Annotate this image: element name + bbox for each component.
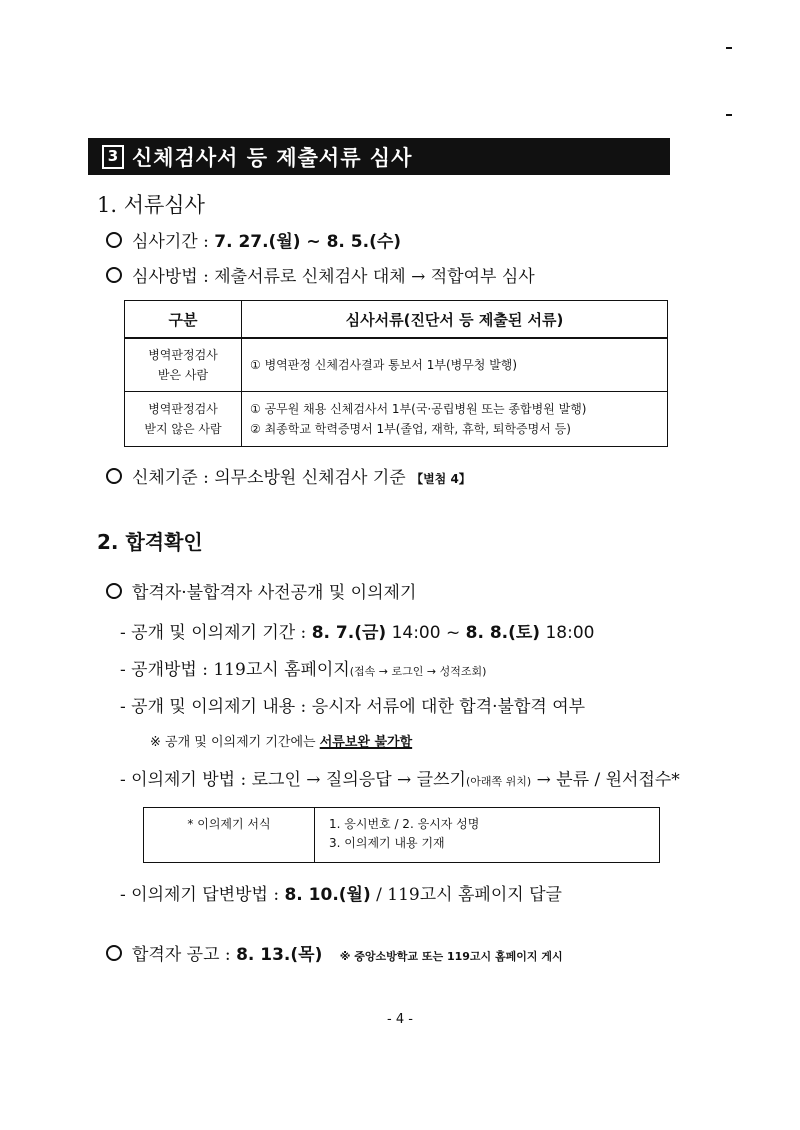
disclosure-method: - 공개방법 : 119고시 홈페이지(접속 → 로그인 → 성적조회) — [120, 660, 487, 680]
review-documents-table — [124, 300, 668, 447]
page-number: - 4 - — [387, 1012, 413, 1027]
appeal-form-label: * 이의제기 서식 — [144, 808, 315, 863]
bullet-circle-icon — [106, 583, 122, 599]
appeal-form-fields: 1. 응시번호 / 2. 응시자 성명 3. 이의제기 내용 기재 — [315, 808, 660, 863]
disclosure-content: - 공개 및 이의제기 내용 : 응시자 서류에 대한 합격·불합격 여부 — [120, 697, 586, 717]
table-row — [125, 392, 668, 447]
table-row — [125, 338, 668, 392]
section-number: 3 — [102, 145, 124, 169]
appeal-form-table — [143, 807, 660, 863]
note-emphasis: 서류보완 불가함 — [319, 735, 413, 750]
review-heading: 1. 서류심사 — [97, 193, 205, 217]
table-header-category: 구분 — [125, 301, 242, 339]
appeal-reply: - 이의제기 답변방법 : 8. 10.(월) / 119고시 홈페이지 답글 — [120, 885, 562, 905]
bullet-circle-icon — [106, 468, 122, 484]
section-header — [88, 138, 670, 175]
disclosure-note: ※ 공개 및 이의제기 기간에는 서류보완 불가함 — [150, 735, 413, 750]
disclosure-period: - 공개 및 이의제기 기간 : 8. 7.(금) 14:00 ~ 8. 8.(토) 18:00 — [120, 623, 595, 643]
standard-reference: 【별첨 4】 — [411, 472, 471, 486]
review-standard: 신체기준 : 의무소방원 신체검사 기준 【별첨 4】 — [106, 463, 471, 488]
table-cell-documents: ① 병역판정 신체검사결과 통보서 1부(병무청 발행) — [242, 338, 668, 392]
margin-mark — [726, 47, 732, 49]
appeal-method: - 이의제기 방법 : 로그인 → 질의응답 → 글쓰기(아래쪽 위치) → 분류 / 원서접수* — [120, 770, 680, 790]
bullet-circle-icon — [106, 232, 122, 248]
bullet-circle-icon — [106, 267, 122, 283]
review-period: 심사기간 : 7. 27.(월) ~ 8. 5.(수) — [106, 227, 401, 252]
pass-announcement: 합격자 공고 : 8. 13.(목) ※ 중앙소방학교 또는 119고시 홈페이지 게시 — [106, 940, 563, 965]
bullet-circle-icon — [106, 945, 122, 961]
table-cell-documents: ① 공무원 채용 신체검사서 1부(국·공립병원 또는 종합병원 발행) ② 최종학교 학력증명서 1부(졸업, 재학, 휴학, 퇴학증명서 등) — [242, 392, 668, 447]
table-cell-category: 병역판정검사 받지 않은 사람 — [125, 392, 242, 447]
pass-disclosure: 합격자·불합격자 사전공개 및 이의제기 — [106, 578, 416, 603]
review-method: 심사방법 : 제출서류로 신체검사 대체 → 적합여부 심사 — [106, 262, 535, 287]
pass-heading: 2. 합격확인 — [97, 530, 203, 554]
table-cell-category: 병역판정검사 받은 사람 — [125, 338, 242, 392]
review-period-value: 7. 27.(월) ~ 8. 5.(수) — [214, 232, 402, 252]
section-title: 신체검사서 등 제출서류 심사 — [132, 145, 413, 170]
margin-mark — [726, 114, 732, 116]
table-header-documents: 심사서류(진단서 등 제출된 서류) — [242, 301, 668, 339]
